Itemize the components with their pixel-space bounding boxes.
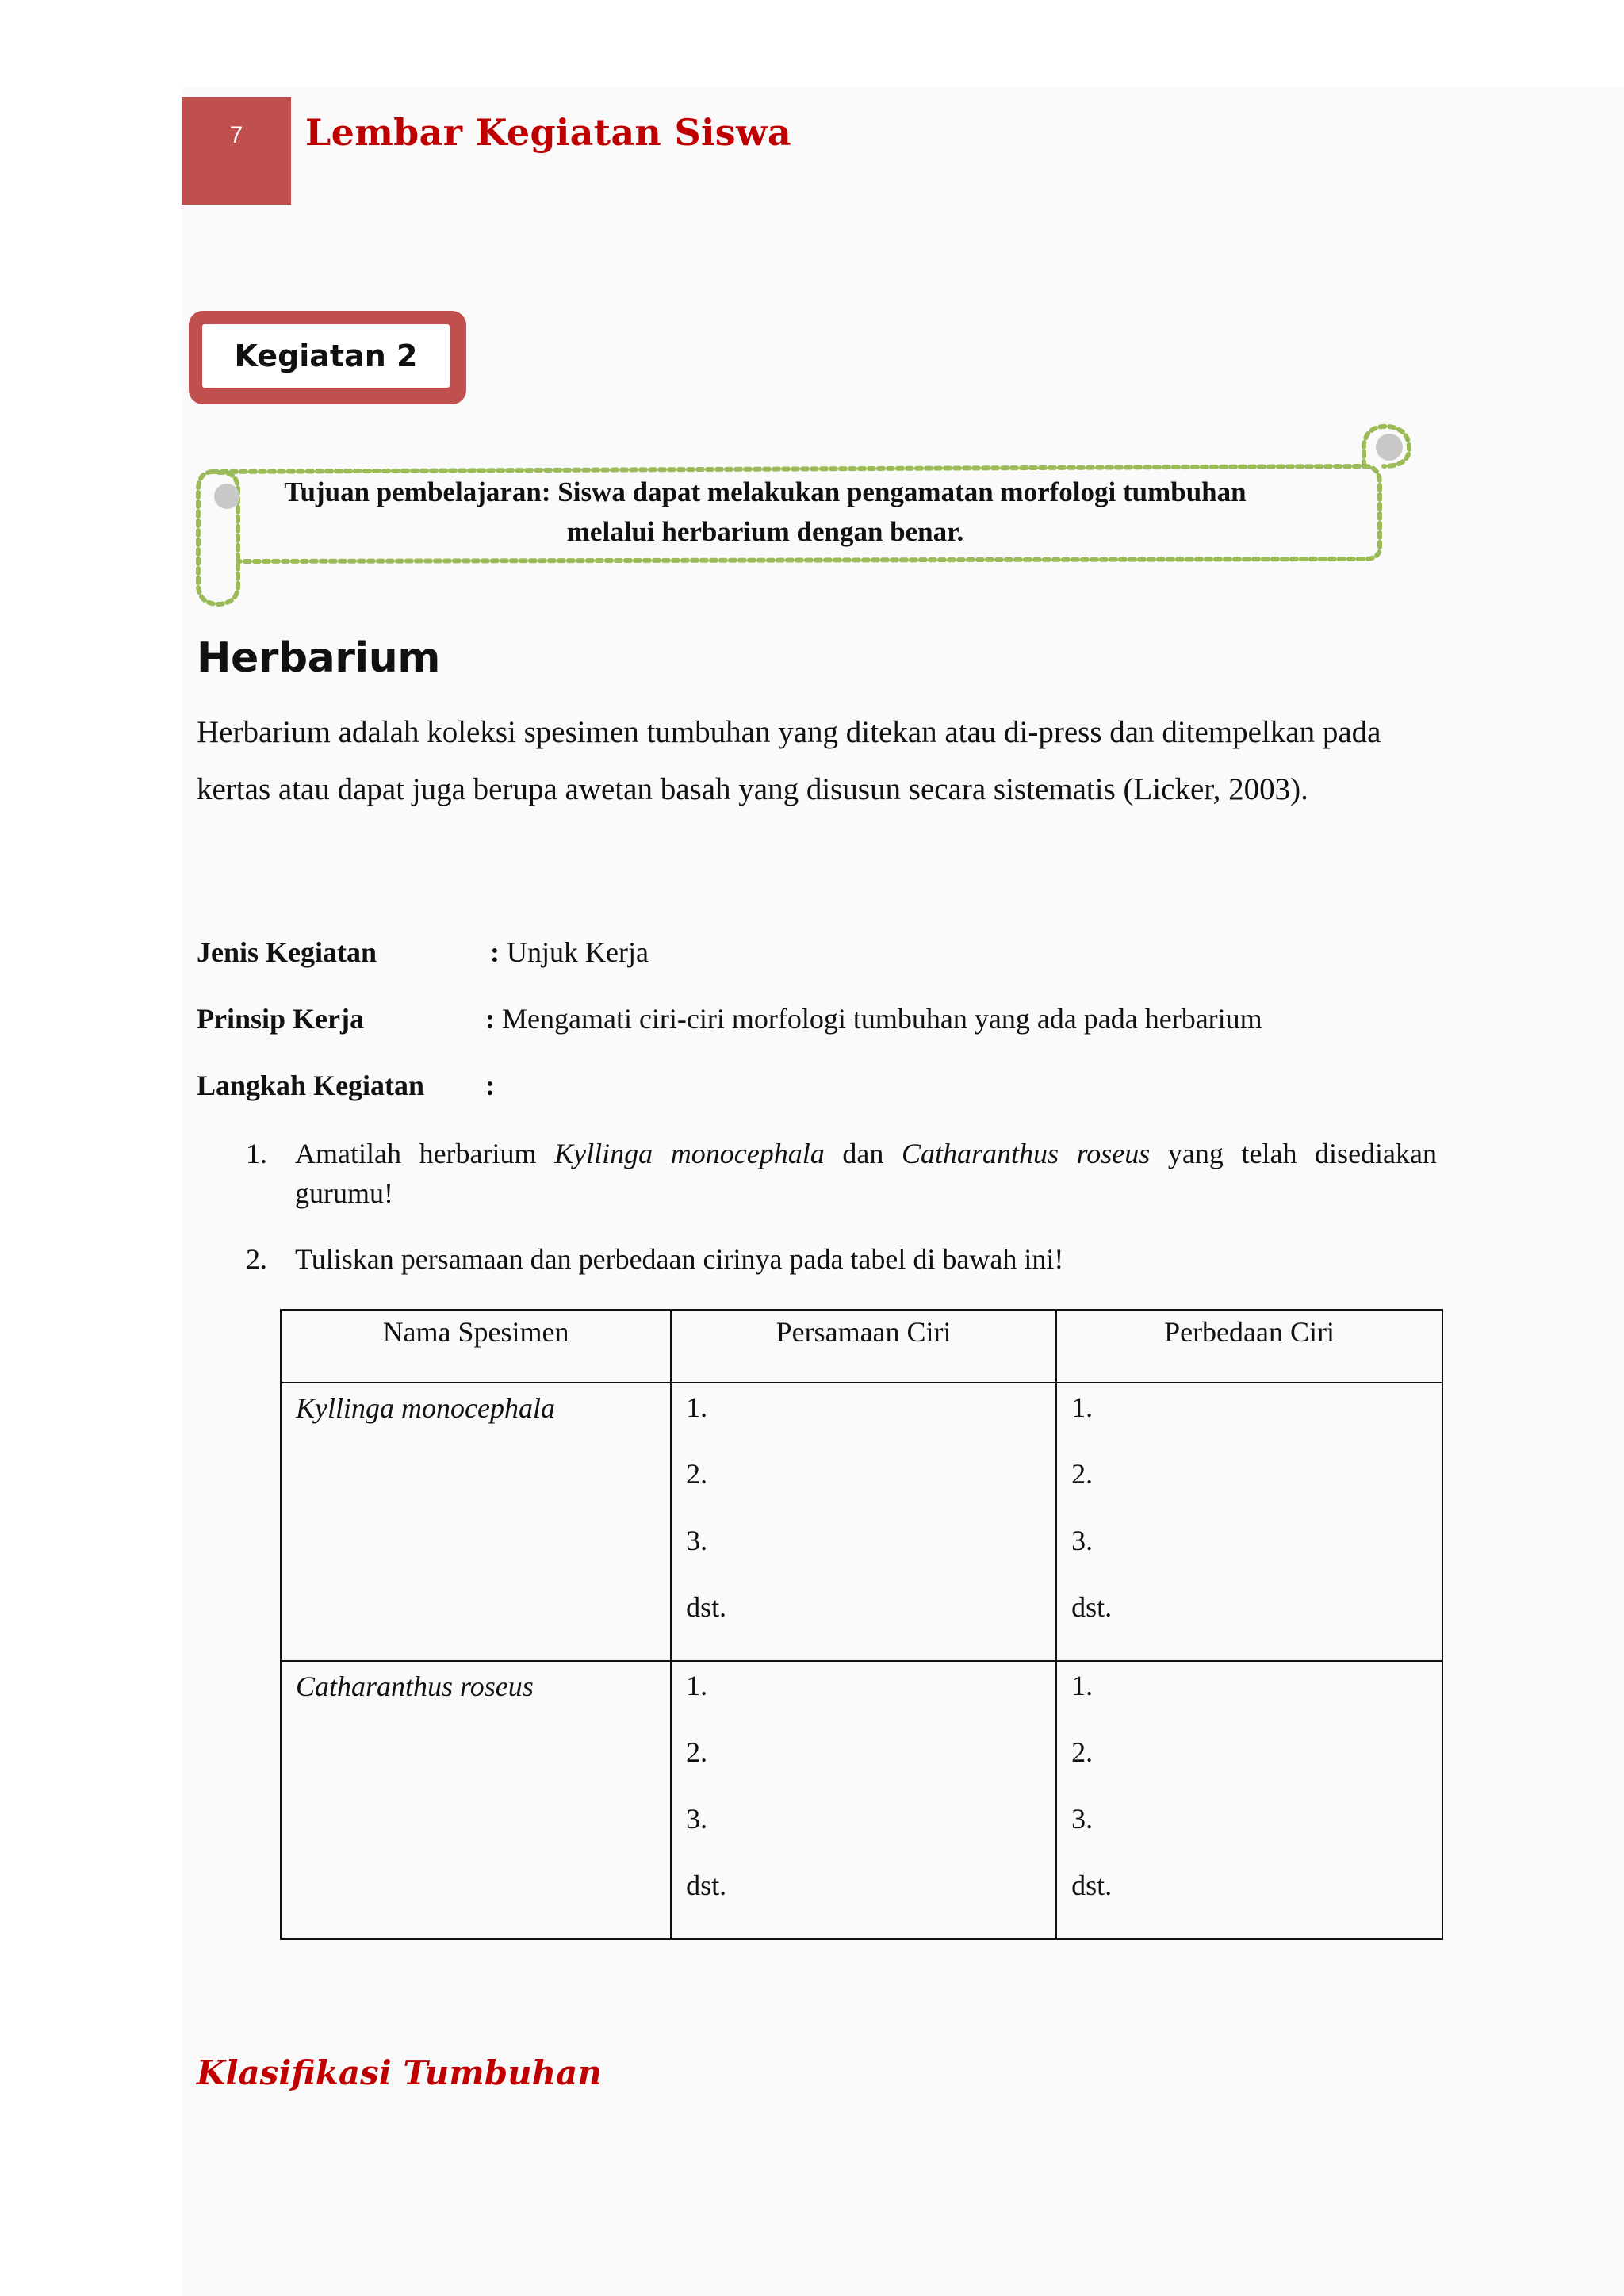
activity-badge-label: Kegiatan 2 bbox=[234, 339, 418, 373]
page-number: 7 bbox=[229, 122, 243, 148]
learning-objective bbox=[238, 473, 1293, 552]
meta-jenis-value: Unjuk Kerja bbox=[507, 936, 649, 968]
scroll-curl-left bbox=[214, 484, 239, 509]
difference-cell bbox=[1056, 1383, 1442, 1661]
list-item: 2. bbox=[686, 1458, 708, 1490]
table-row bbox=[281, 1661, 1442, 1939]
page-number-box bbox=[182, 97, 291, 205]
list-item: 3. bbox=[686, 1525, 708, 1556]
similarity-cell bbox=[671, 1661, 1056, 1939]
list-item: dst. bbox=[1071, 1869, 1113, 1901]
list-item: 3. bbox=[1071, 1803, 1094, 1835]
meta-colon: : bbox=[485, 1003, 495, 1035]
list-item: 1. bbox=[1071, 1391, 1094, 1423]
list-item: 3. bbox=[1071, 1525, 1094, 1556]
step-text-part: dan bbox=[824, 1138, 902, 1169]
list-item: dst. bbox=[1071, 1591, 1113, 1623]
list-item: 1. bbox=[686, 1391, 708, 1423]
step-text: Tuliskan persamaan dan perbedaan cirinya pada tabel di bawah ini! bbox=[295, 1243, 1064, 1275]
header-title: Lembar Kegiatan Siswa bbox=[305, 111, 791, 154]
meta-colon: : bbox=[490, 936, 500, 968]
meta-jenis-value-wrap bbox=[490, 936, 649, 969]
table-header-row bbox=[281, 1310, 1442, 1383]
difference-cell bbox=[1056, 1661, 1442, 1939]
objective-line-1: Tujuan pembelajaran: Siswa dapat melakukan pengamatan morfologi tumbuhan bbox=[284, 476, 1247, 507]
objective-line-2: melalui herbarium dengan benar. bbox=[566, 516, 964, 547]
similarity-cell bbox=[671, 1383, 1056, 1661]
step-text-part: yang telah disediakan gurumu! bbox=[295, 1138, 1438, 1209]
species-cell: Kyllinga monocephala bbox=[281, 1383, 671, 1661]
meta-jenis-label: Jenis Kegiatan bbox=[197, 936, 377, 968]
table-header: Nama Spesimen bbox=[281, 1310, 671, 1383]
meta-colon: : bbox=[485, 1070, 495, 1101]
meta-langkah-value-wrap bbox=[485, 1069, 495, 1102]
species-name: Kyllinga monocephala bbox=[554, 1138, 825, 1169]
step-number: 1. bbox=[246, 1138, 267, 1169]
intro-paragraph: Herbarium adalah koleksi spesimen tumbuhan yang ditekan atau di-press dan ditempelkan pada kertas atau dapat juga berupa awetan basah yang disusun secara sistematis (Licker, 2003). bbox=[197, 715, 1381, 806]
species-cell: Catharanthus roseus bbox=[281, 1661, 671, 1939]
list-item: dst. bbox=[686, 1869, 727, 1901]
meta-prinsip-label: Prinsip Kerja bbox=[197, 1003, 364, 1035]
step-text-part: Amatilah herbarium bbox=[295, 1138, 555, 1169]
table-header: Perbedaan Ciri bbox=[1056, 1310, 1442, 1383]
list-item: 3. bbox=[686, 1803, 708, 1835]
list-item: 2. bbox=[686, 1736, 708, 1768]
meta-prinsip-value-wrap bbox=[485, 1002, 1262, 1035]
activity-badge-inner bbox=[200, 322, 452, 390]
step-text bbox=[295, 1134, 1437, 1213]
species-name: Catharanthus roseus bbox=[901, 1138, 1151, 1169]
section-heading: Herbarium bbox=[197, 634, 440, 682]
scroll-curl-top-right bbox=[1376, 434, 1403, 461]
table-header: Persamaan Ciri bbox=[671, 1310, 1056, 1383]
list-item: 2. bbox=[1071, 1736, 1094, 1768]
footer-title: Klasifikasi Tumbuhan bbox=[197, 2053, 602, 2092]
list-item: dst. bbox=[686, 1591, 727, 1623]
step-number: 2. bbox=[246, 1243, 267, 1275]
list-item: 2. bbox=[1071, 1458, 1094, 1490]
list-item: 1. bbox=[686, 1670, 708, 1701]
observation-table bbox=[280, 1309, 1443, 1940]
activity-badge bbox=[189, 311, 466, 404]
list-item: 1. bbox=[1071, 1670, 1094, 1701]
table-row bbox=[281, 1383, 1442, 1661]
meta-langkah-label: Langkah Kegiatan bbox=[197, 1070, 425, 1101]
meta-prinsip-value: Mengamati ciri-ciri morfologi tumbuhan yang ada pada herbarium bbox=[502, 1003, 1262, 1035]
